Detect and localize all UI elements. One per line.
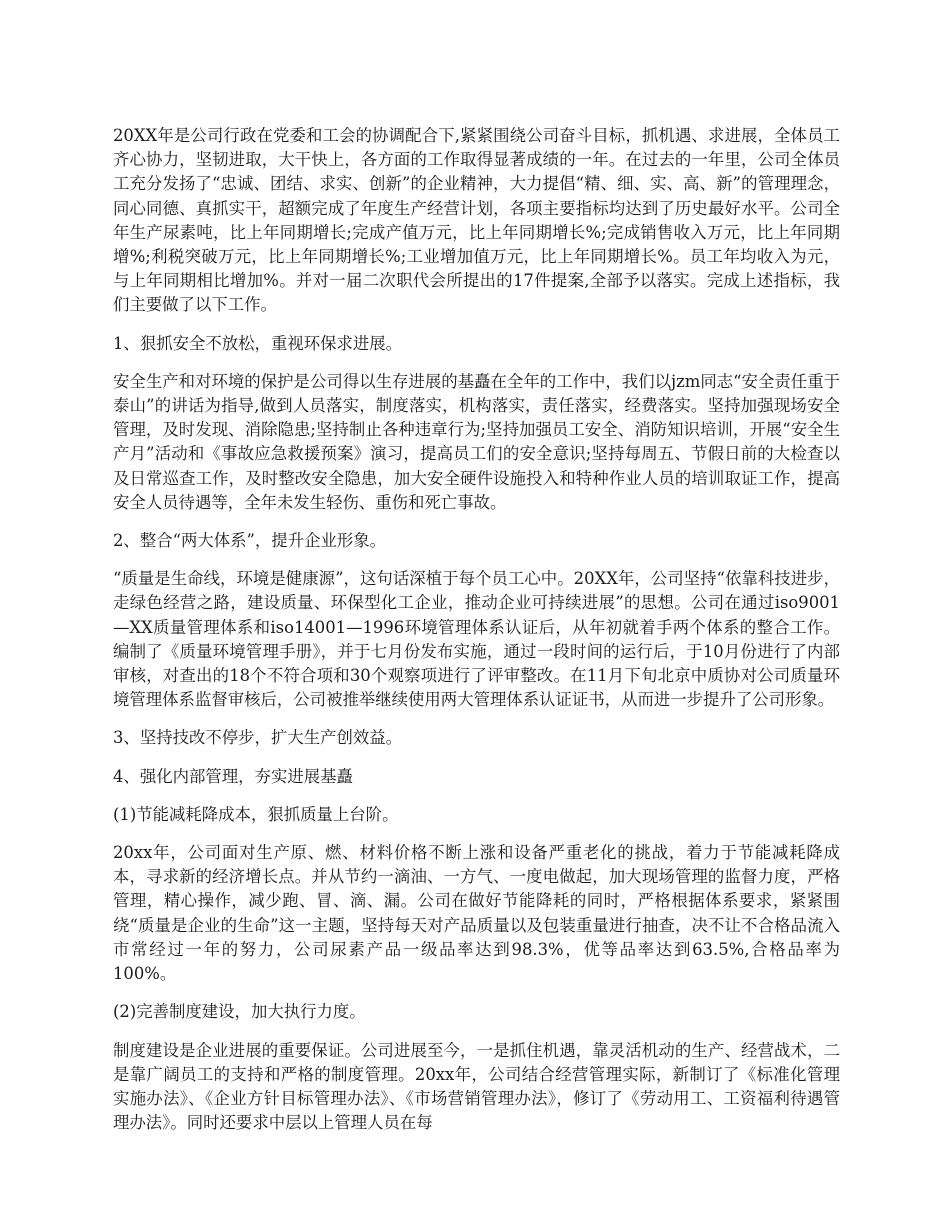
section-heading-internal-management: 4、强化内部管理，夯实进展基矗 — [113, 766, 353, 786]
section-heading-systems: 2、整合“两大体系”，提升企业形象。 — [113, 531, 387, 551]
subsection-heading-energy-saving: (1)节能减耗降成本，狠抓质量上台阶。 — [113, 804, 399, 824]
document-body — [113, 124, 840, 1149]
section-heading-tech-reform: 3、坚持技改不停步，扩大生产创效益。 — [113, 728, 403, 748]
systems-paragraph: “质量是生命线，环境是健康源”，这句话深植于每个员工心中。20XX年，公司坚持“依靠科技进步，走绿色经营之路，建设质量、环保型化工企业，推动企业可持续进展”的思想。公司在通过iso9001—XX质量管理体系和iso14001—1996环境管理体系认证后，从年初就着手两个体系的整合工作。编制了《质量环境管理手册》，并于七月份发布实施，通过一段时间的运行后，于10月份进行了内部审核，对查出的18个不符合项和30个观察项进行了评审整改。在11月下旬北京中质协对公司质量环境管理体系监督审核后，公司被推举继续使用两大管理体系认证证书，从而进一步提升了公司形象。 — [113, 569, 840, 710]
section-heading-safety: 1、狠抓安全不放松，重视环保求进展。 — [113, 333, 403, 353]
subsection-heading-system-building: (2)完善制度建设，加大执行力度。 — [113, 1002, 366, 1022]
intro-paragraph: 20XX年是公司行政在党委和工会的协调配合下,紧紧围绕公司奋斗目标，抓机遇、求进展，全体员工齐心协力，坚韧进取，大干快上，各方面的工作取得显著成绩的一年。在过去的一年里，公司全体员工充分发扬了“忠诚、团结、求实、创新”的企业精神，大力提倡“精、细、实、高、新”的管理理念，同心同德、真抓实干，超额完成了年度生产经营计划，各项主要指标均达到了历史最好水平。公司全年生产尿素吨，比上年同期增长;完成产值万元，比上年同期增长%;完成销售收入万元，比上年同期增%;利税突破万元，比上年同期增长%;工业增加值万元，比上年同期增长%。员工年均收入为元，与上年同期相比增加%。并对一届二次职代会所提出的17件提案,全部予以落实。完成上述指标，我们主要做了以下工作。 — [113, 126, 840, 315]
safety-paragraph: 安全生产和对环境的保护是公司得以生存进展的基矗在全年的工作中，我们以jzm同志“安全责任重于泰山”的讲话为指导,做到人员落实，制度落实，机构落实，责任落实，经费落实。坚持加强现场安全管理，及时发现、消除隐患;坚持制止各种违章行为;坚持加强员工安全、消防知识培训，开展“安全生产月”活动和《事故应急救援预案》演习，提高员工们的安全意识;坚持每周五、节假日前的大检查以及日常巡查工作，及时整改安全隐患，加大安全硬件设施投入和特种作业人员的培训取证工作，提高安全人员待遇等，全年未发生轻伤、重伤和死亡事故。 — [113, 371, 840, 512]
energy-saving-paragraph: 20xx年，公司面对生产原、燃、材料价格不断上涨和设备严重老化的挑战，着力于节能减耗降成本，寻求新的经济增长点。并从节约一滴油、一方气、一度电做起，加大现场管理的监督力度，严格管理，精心操作，减少跑、冒、滴、漏。公司在做好节能降耗的同时，严格根据体系要求，紧紧围绕“质量是企业的生命”这一主题，坚持每天对产品质量以及包装重量进行抽查，决不让不合格品流入市常经过一年的努力，公司尿素产品一级品率达到98.3%，优等品率达到63.5%,合格品率为100%。 — [113, 843, 840, 984]
system-building-paragraph: 制度建设是企业进展的重要保证。公司进展至今，一是抓住机遇，靠灵活机动的生产、经营战术，二是靠广阔员工的支持和严格的制度管理。20xx年，公司结合经营管理实际，新制订了《标准化管理实施办法》、《企业方针目标管理办法》、《市场营销管理办法》，修订了《劳动用工、工资福利待遇管理办法》。同时还要求中层以上管理人员在每 — [113, 1040, 840, 1133]
